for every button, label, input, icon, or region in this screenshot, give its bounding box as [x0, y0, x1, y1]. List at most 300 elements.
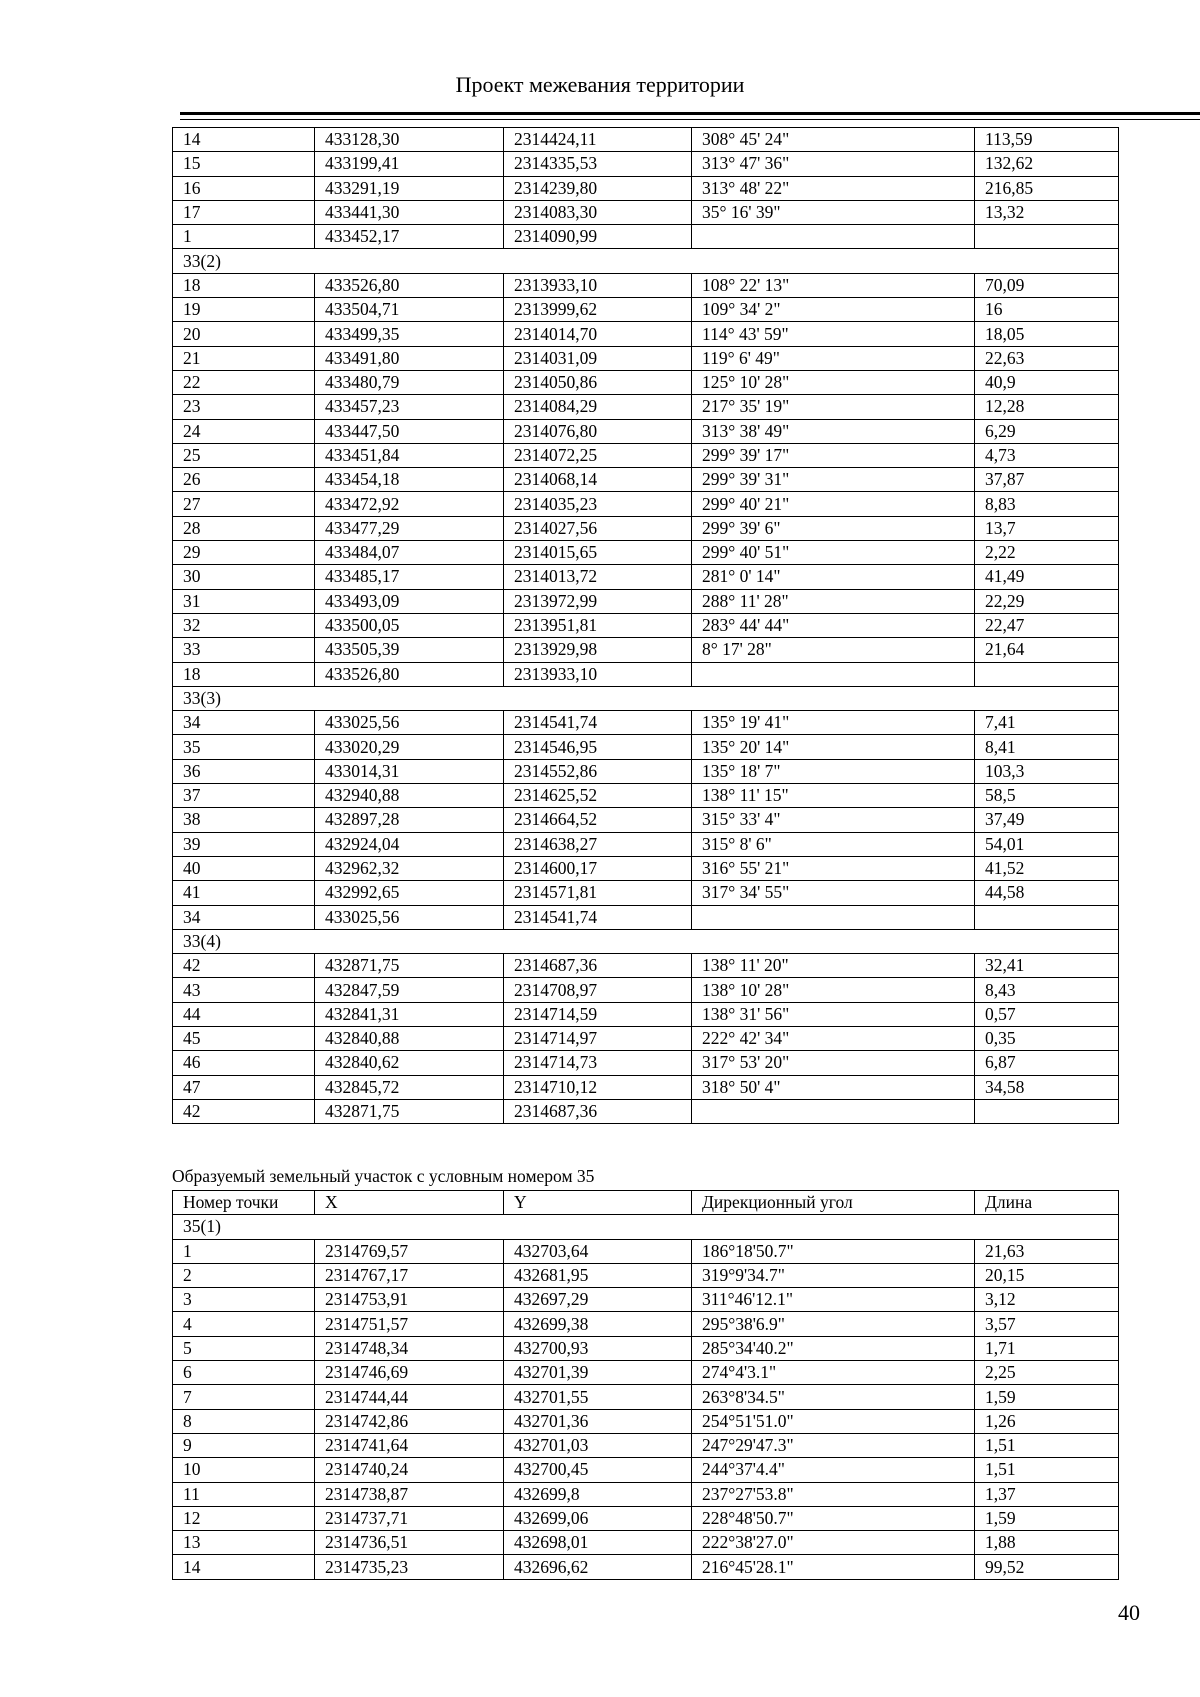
cell-bearing: 135° 18' 7": [692, 759, 975, 783]
cell-length: 1,59: [975, 1385, 1119, 1409]
cell-bearing: 228°48'50.7": [692, 1506, 975, 1530]
cell-y: 2314031,09: [504, 346, 692, 370]
table-row: [173, 346, 1119, 370]
table-row: [173, 176, 1119, 200]
cell-point-number: 44: [173, 1002, 315, 1026]
cell-y: 432701,03: [504, 1433, 692, 1457]
contour-label: 33(2): [173, 249, 1119, 273]
cell-bearing: [692, 662, 975, 686]
cell-y: 432701,55: [504, 1385, 692, 1409]
cell-length: 34,58: [975, 1075, 1119, 1099]
cell-y: 2314541,74: [504, 905, 692, 929]
cell-point-number: 42: [173, 954, 315, 978]
table-row: [173, 638, 1119, 662]
cell-length: 12,28: [975, 395, 1119, 419]
cell-y: 2314625,52: [504, 784, 692, 808]
table-row: [173, 152, 1119, 176]
cell-bearing: 311°46'12.1": [692, 1288, 975, 1312]
cell-bearing: [692, 225, 975, 249]
cell-point-number: 1: [173, 1239, 315, 1263]
header-cell-y: Y: [504, 1191, 692, 1215]
cell-point-number: 13: [173, 1531, 315, 1555]
table-row: [173, 225, 1119, 249]
cell-length: [975, 662, 1119, 686]
table-row: [173, 784, 1119, 808]
cell-length: 13,32: [975, 200, 1119, 224]
cell-bearing: 317° 34' 55": [692, 881, 975, 905]
cell-x: 433491,80: [315, 346, 504, 370]
cell-y: 432699,8: [504, 1482, 692, 1506]
cell-bearing: 313° 47' 36": [692, 152, 975, 176]
table-row: [173, 1288, 1119, 1312]
table-row: [173, 905, 1119, 929]
cell-bearing: 135° 20' 14": [692, 735, 975, 759]
cell-bearing: 316° 55' 21": [692, 856, 975, 880]
header-rule-thin: [180, 119, 1200, 120]
cell-x: 432845,72: [315, 1075, 504, 1099]
table-row: [173, 1051, 1119, 1075]
contour-label: 35(1): [173, 1215, 1119, 1239]
cell-y: 432701,39: [504, 1361, 692, 1385]
table-row: [173, 856, 1119, 880]
contour-label: 33(4): [173, 929, 1119, 953]
cell-y: 2314708,97: [504, 978, 692, 1002]
cell-y: 2314076,80: [504, 419, 692, 443]
cell-y: 2313999,62: [504, 298, 692, 322]
cell-length: 6,87: [975, 1051, 1119, 1075]
cell-x: 433199,41: [315, 152, 504, 176]
contour-label: 33(3): [173, 686, 1119, 710]
cell-length: 8,41: [975, 735, 1119, 759]
cell-bearing: 313° 48' 22": [692, 176, 975, 200]
table-row: [173, 662, 1119, 686]
header-cell-bearing: Дирекционный угол: [692, 1191, 975, 1215]
cell-bearing: 247°29'47.3": [692, 1433, 975, 1457]
table-row: [173, 419, 1119, 443]
cell-y: 432699,06: [504, 1506, 692, 1530]
cell-x: 432841,31: [315, 1002, 504, 1026]
cell-length: 20,15: [975, 1263, 1119, 1287]
cell-bearing: 318° 50' 4": [692, 1075, 975, 1099]
cell-x: 433505,39: [315, 638, 504, 662]
cell-length: 21,64: [975, 638, 1119, 662]
header-rule-thick: [180, 112, 1200, 115]
table-row: [173, 1002, 1119, 1026]
cell-x: 2314738,87: [315, 1482, 504, 1506]
cell-bearing: 8° 17' 28": [692, 638, 975, 662]
cell-x: 433025,56: [315, 711, 504, 735]
cell-length: 13,7: [975, 516, 1119, 540]
cell-bearing: 299° 39' 31": [692, 468, 975, 492]
table-row: [173, 516, 1119, 540]
page-number: 40: [1118, 1600, 1140, 1625]
cell-point-number: 18: [173, 662, 315, 686]
cell-length: 2,25: [975, 1361, 1119, 1385]
cell-length: 99,52: [975, 1555, 1119, 1579]
table-row: [173, 954, 1119, 978]
cell-length: 1,37: [975, 1482, 1119, 1506]
cell-bearing: 288° 11' 28": [692, 589, 975, 613]
cell-bearing: 138° 11' 15": [692, 784, 975, 808]
cell-point-number: 21: [173, 346, 315, 370]
cell-point-number: 17: [173, 200, 315, 224]
cell-bearing: 263°8'34.5": [692, 1385, 975, 1409]
cell-length: [975, 1099, 1119, 1123]
cell-point-number: 35: [173, 735, 315, 759]
cell-bearing: 186°18'50.7": [692, 1239, 975, 1263]
cell-length: [975, 905, 1119, 929]
cell-y: 2313929,98: [504, 638, 692, 662]
cell-point-number: 45: [173, 1026, 315, 1050]
cell-point-number: 14: [173, 1555, 315, 1579]
cell-y: 432696,62: [504, 1555, 692, 1579]
table-row: [173, 565, 1119, 589]
cell-bearing: 109° 34' 2": [692, 298, 975, 322]
cell-y: 432698,01: [504, 1531, 692, 1555]
cell-x: 433493,09: [315, 589, 504, 613]
cell-length: 132,62: [975, 152, 1119, 176]
table-row: [173, 1385, 1119, 1409]
cell-bearing: 237°27'53.8": [692, 1482, 975, 1506]
cell-x: 2314736,51: [315, 1531, 504, 1555]
cell-y: 2314239,80: [504, 176, 692, 200]
cell-x: 2314748,34: [315, 1336, 504, 1360]
cell-point-number: 36: [173, 759, 315, 783]
table-row: [173, 1075, 1119, 1099]
cell-length: 32,41: [975, 954, 1119, 978]
cell-y: 2313933,10: [504, 662, 692, 686]
table-row: [173, 1361, 1119, 1385]
cell-point-number: 29: [173, 541, 315, 565]
cell-x: 433452,17: [315, 225, 504, 249]
cell-y: 2314714,73: [504, 1051, 692, 1075]
coordinates-table-plot-35: [172, 1190, 1119, 1580]
contour-label-row: [173, 1215, 1119, 1239]
cell-point-number: 27: [173, 492, 315, 516]
cell-bearing: 299° 40' 51": [692, 541, 975, 565]
cell-length: 1,88: [975, 1531, 1119, 1555]
cell-point-number: 26: [173, 468, 315, 492]
cell-point-number: 33: [173, 638, 315, 662]
table-row: [173, 808, 1119, 832]
table-row: [173, 468, 1119, 492]
cell-length: 54,01: [975, 832, 1119, 856]
cell-length: 22,29: [975, 589, 1119, 613]
cell-x: 432871,75: [315, 954, 504, 978]
cell-y: 2314035,23: [504, 492, 692, 516]
cell-length: 8,83: [975, 492, 1119, 516]
table-row: [173, 273, 1119, 297]
cell-x: 433480,79: [315, 370, 504, 394]
cell-y: 2314084,29: [504, 395, 692, 419]
cell-y: 2314714,59: [504, 1002, 692, 1026]
cell-x: 433499,35: [315, 322, 504, 346]
cell-y: 2314090,99: [504, 225, 692, 249]
cell-point-number: 1: [173, 225, 315, 249]
table-row: [173, 370, 1119, 394]
cell-y: 2314083,30: [504, 200, 692, 224]
cell-point-number: 11: [173, 1482, 315, 1506]
cell-bearing: 125° 10' 28": [692, 370, 975, 394]
cell-length: 1,71: [975, 1336, 1119, 1360]
table-row: [173, 1506, 1119, 1530]
cell-x: 2314751,57: [315, 1312, 504, 1336]
cell-bearing: 299° 39' 17": [692, 443, 975, 467]
cell-length: 22,47: [975, 613, 1119, 637]
cell-point-number: 46: [173, 1051, 315, 1075]
cell-y: 2314027,56: [504, 516, 692, 540]
cell-y: 2314552,86: [504, 759, 692, 783]
cell-length: 41,49: [975, 565, 1119, 589]
cell-point-number: 16: [173, 176, 315, 200]
cell-bearing: 108° 22' 13": [692, 273, 975, 297]
cell-bearing: 138° 10' 28": [692, 978, 975, 1002]
cell-bearing: 217° 35' 19": [692, 395, 975, 419]
cell-point-number: 37: [173, 784, 315, 808]
cell-y: 2314687,36: [504, 1099, 692, 1123]
page-header-title: Проект межевания территории: [455, 72, 745, 97]
cell-y: 2313933,10: [504, 273, 692, 297]
cell-y: 2314072,25: [504, 443, 692, 467]
cell-x: 433454,18: [315, 468, 504, 492]
cell-x: 433128,30: [315, 128, 504, 152]
cell-point-number: 6: [173, 1361, 315, 1385]
table-row: [173, 128, 1119, 152]
cell-y: 432697,29: [504, 1288, 692, 1312]
cell-y: 432700,45: [504, 1458, 692, 1482]
table-row: [173, 541, 1119, 565]
cell-y: 2314015,65: [504, 541, 692, 565]
cell-point-number: 34: [173, 905, 315, 929]
cell-x: 433526,80: [315, 273, 504, 297]
cell-y: 2314714,97: [504, 1026, 692, 1050]
table-row: [173, 589, 1119, 613]
cell-length: 1,26: [975, 1409, 1119, 1433]
cell-bearing: 308° 45' 24": [692, 128, 975, 152]
cell-bearing: 138° 31' 56": [692, 1002, 975, 1026]
cell-point-number: 23: [173, 395, 315, 419]
cell-length: 44,58: [975, 881, 1119, 905]
cell-y: 2314013,72: [504, 565, 692, 589]
cell-x: 433451,84: [315, 443, 504, 467]
cell-length: [975, 225, 1119, 249]
cell-length: 1,51: [975, 1458, 1119, 1482]
cell-point-number: 22: [173, 370, 315, 394]
cell-point-number: 14: [173, 128, 315, 152]
cell-length: 41,52: [975, 856, 1119, 880]
cell-bearing: 313° 38' 49": [692, 419, 975, 443]
cell-point-number: 41: [173, 881, 315, 905]
cell-x: 433485,17: [315, 565, 504, 589]
cell-bearing: 138° 11' 20": [692, 954, 975, 978]
cell-point-number: 31: [173, 589, 315, 613]
cell-x: 432992,65: [315, 881, 504, 905]
cell-y: 2314050,86: [504, 370, 692, 394]
cell-point-number: 32: [173, 613, 315, 637]
table-row: [173, 1555, 1119, 1579]
cell-bearing: 319°9'34.7": [692, 1263, 975, 1287]
cell-y: 2314710,12: [504, 1075, 692, 1099]
cell-x: 433457,23: [315, 395, 504, 419]
cell-x: 433020,29: [315, 735, 504, 759]
cell-x: 433291,19: [315, 176, 504, 200]
contour-label-row: [173, 929, 1119, 953]
cell-point-number: 7: [173, 1385, 315, 1409]
cell-y: 2314541,74: [504, 711, 692, 735]
cell-length: 58,5: [975, 784, 1119, 808]
cell-bearing: 299° 39' 6": [692, 516, 975, 540]
cell-length: 18,05: [975, 322, 1119, 346]
cell-length: 21,63: [975, 1239, 1119, 1263]
table-row: [173, 443, 1119, 467]
cell-bearing: 114° 43' 59": [692, 322, 975, 346]
table-header-row: [173, 1191, 1119, 1215]
table-row: [173, 1458, 1119, 1482]
cell-point-number: 3: [173, 1288, 315, 1312]
cell-bearing: 216°45'28.1": [692, 1555, 975, 1579]
table-row: [173, 298, 1119, 322]
table-row: [173, 1336, 1119, 1360]
contour-label-row: [173, 686, 1119, 710]
cell-bearing: 119° 6' 49": [692, 346, 975, 370]
cell-bearing: 315° 8' 6": [692, 832, 975, 856]
cell-length: 216,85: [975, 176, 1119, 200]
table-row: [173, 322, 1119, 346]
cell-point-number: 9: [173, 1433, 315, 1457]
cell-x: 433477,29: [315, 516, 504, 540]
cell-point-number: 15: [173, 152, 315, 176]
cell-length: 37,87: [975, 468, 1119, 492]
cell-x: 432840,88: [315, 1026, 504, 1050]
cell-length: 22,63: [975, 346, 1119, 370]
table-row: [173, 735, 1119, 759]
table-row: [173, 1433, 1119, 1457]
cell-length: 16: [975, 298, 1119, 322]
cell-bearing: 295°38'6.9": [692, 1312, 975, 1336]
cell-x: 2314769,57: [315, 1239, 504, 1263]
cell-length: 70,09: [975, 273, 1119, 297]
cell-length: 2,22: [975, 541, 1119, 565]
cell-bearing: 254°51'51.0": [692, 1409, 975, 1433]
cell-x: 2314753,91: [315, 1288, 504, 1312]
cell-y: 2314335,53: [504, 152, 692, 176]
cell-y: 432700,93: [504, 1336, 692, 1360]
contour-label-row: [173, 249, 1119, 273]
cell-length: 4,73: [975, 443, 1119, 467]
cell-x: 2314746,69: [315, 1361, 504, 1385]
cell-x: 432897,28: [315, 808, 504, 832]
cell-bearing: 299° 40' 21": [692, 492, 975, 516]
table-row: [173, 978, 1119, 1002]
table-row: [173, 492, 1119, 516]
cell-bearing: 135° 19' 41": [692, 711, 975, 735]
header-cell-point-number: Номер точки: [173, 1191, 315, 1215]
cell-bearing: [692, 1099, 975, 1123]
cell-y: 2314068,14: [504, 468, 692, 492]
cell-point-number: 2: [173, 1263, 315, 1287]
cell-x: 433025,56: [315, 905, 504, 929]
cell-point-number: 42: [173, 1099, 315, 1123]
cell-point-number: 40: [173, 856, 315, 880]
cell-length: 113,59: [975, 128, 1119, 152]
cell-y: 2314014,70: [504, 322, 692, 346]
cell-length: 8,43: [975, 978, 1119, 1002]
cell-point-number: 8: [173, 1409, 315, 1433]
table-row: [173, 200, 1119, 224]
cell-length: 7,41: [975, 711, 1119, 735]
cell-length: 40,9: [975, 370, 1119, 394]
cell-point-number: 19: [173, 298, 315, 322]
cell-length: 103,3: [975, 759, 1119, 783]
table-row: [173, 1482, 1119, 1506]
table-row: [173, 881, 1119, 905]
cell-y: 2313972,99: [504, 589, 692, 613]
cell-x: 2314737,71: [315, 1506, 504, 1530]
cell-y: 432681,95: [504, 1263, 692, 1287]
cell-bearing: 285°34'40.2": [692, 1336, 975, 1360]
cell-bearing: 315° 33' 4": [692, 808, 975, 832]
cell-length: 3,12: [975, 1288, 1119, 1312]
cell-point-number: 20: [173, 322, 315, 346]
cell-y: 2314424,11: [504, 128, 692, 152]
cell-x: 2314741,64: [315, 1433, 504, 1457]
table-row: [173, 1239, 1119, 1263]
cell-x: 433447,50: [315, 419, 504, 443]
cell-length: 1,59: [975, 1506, 1119, 1530]
table-row: [173, 1026, 1119, 1050]
cell-x: 432962,32: [315, 856, 504, 880]
cell-x: 2314767,17: [315, 1263, 504, 1287]
table-row: [173, 395, 1119, 419]
cell-bearing: 222°38'27.0": [692, 1531, 975, 1555]
cell-point-number: 38: [173, 808, 315, 832]
cell-bearing: 317° 53' 20": [692, 1051, 975, 1075]
cell-x: 432871,75: [315, 1099, 504, 1123]
cell-bearing: 281° 0' 14": [692, 565, 975, 589]
cell-point-number: 39: [173, 832, 315, 856]
cell-y: 2314664,52: [504, 808, 692, 832]
cell-x: 432840,62: [315, 1051, 504, 1075]
header-cell-length: Длина: [975, 1191, 1119, 1215]
table-row: [173, 759, 1119, 783]
cell-x: 433472,92: [315, 492, 504, 516]
cell-y: 432703,64: [504, 1239, 692, 1263]
table-caption: Образуемый земельный участок с условным номером 35: [172, 1166, 595, 1186]
cell-y: 2314638,27: [504, 832, 692, 856]
cell-point-number: 47: [173, 1075, 315, 1099]
cell-length: 3,57: [975, 1312, 1119, 1336]
cell-point-number: 28: [173, 516, 315, 540]
header-cell-x: X: [315, 1191, 504, 1215]
cell-y: 432699,38: [504, 1312, 692, 1336]
table-row: [173, 1531, 1119, 1555]
table-row: [173, 1409, 1119, 1433]
cell-y: 2314571,81: [504, 881, 692, 905]
cell-x: 433484,07: [315, 541, 504, 565]
cell-bearing: 35° 16' 39": [692, 200, 975, 224]
cell-point-number: 5: [173, 1336, 315, 1360]
cell-x: 2314740,24: [315, 1458, 504, 1482]
cell-x: 433504,71: [315, 298, 504, 322]
cell-length: 0,57: [975, 1002, 1119, 1026]
cell-y: 2314546,95: [504, 735, 692, 759]
cell-bearing: [692, 905, 975, 929]
cell-length: 1,51: [975, 1433, 1119, 1457]
cell-x: 2314742,86: [315, 1409, 504, 1433]
cell-y: 2313951,81: [504, 613, 692, 637]
cell-point-number: 4: [173, 1312, 315, 1336]
cell-point-number: 34: [173, 711, 315, 735]
